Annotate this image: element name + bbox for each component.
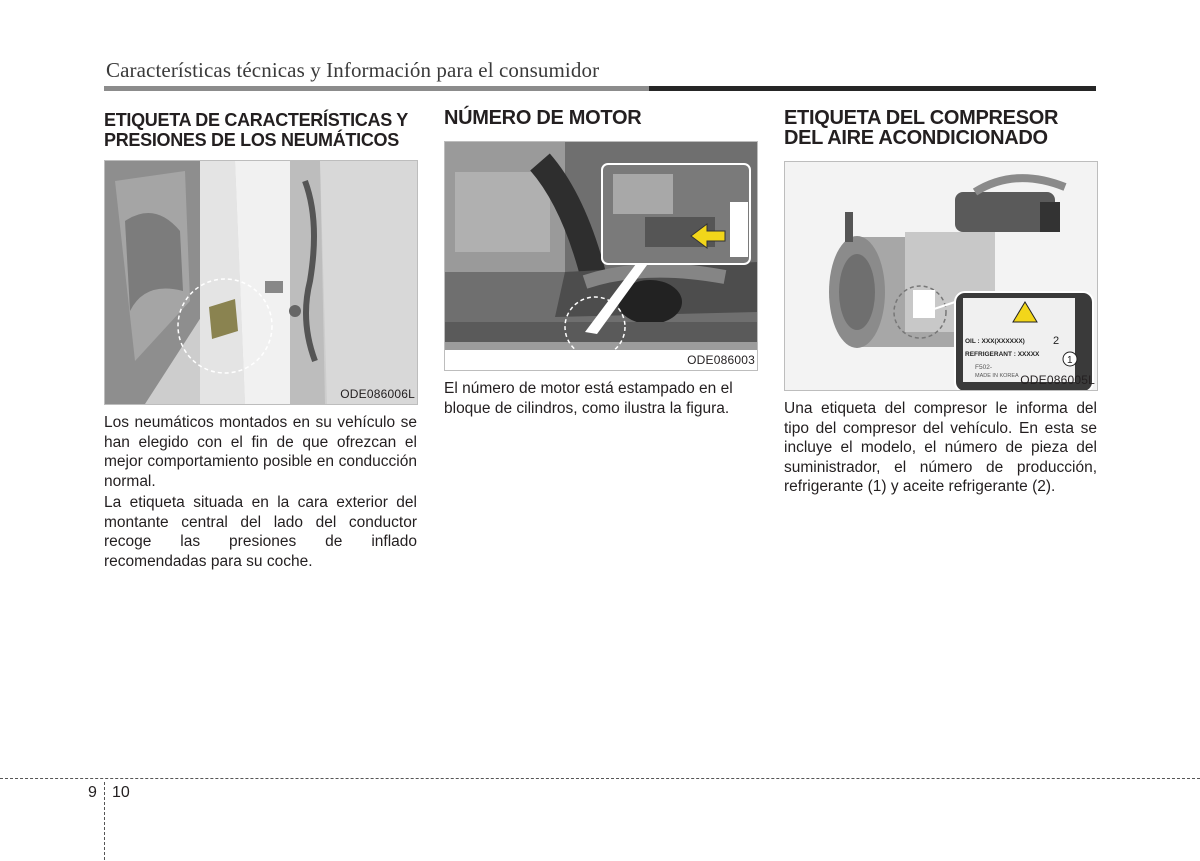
- svg-text:REFRIGERANT : XXXXX: REFRIGERANT : XXXXX: [965, 351, 1040, 358]
- section-number: 9: [88, 784, 97, 801]
- paragraph: La etiqueta situada en la cara exterior del montante central del lado del conductor recoge las presiones de inflado recomendadas para su coche.: [104, 494, 417, 570]
- engine-bay-illustration: [445, 142, 757, 370]
- figure-tire-label: [104, 160, 418, 405]
- svg-text:F502-: F502-: [975, 364, 992, 371]
- figure-engine-number: [444, 141, 758, 371]
- column-tire-label: [104, 108, 417, 571]
- svg-text:OIL : XXX(XXXXXX): OIL : XXX(XXXXXX): [965, 338, 1025, 345]
- svg-text:MADE IN KOREA: MADE IN KOREA: [975, 373, 1019, 379]
- figure-code: ODE086005L: [1020, 373, 1095, 387]
- footer-rule: [0, 778, 1200, 779]
- paragraph: El número de motor está estampado en el bloque de cilindros, como ilustra la figura.: [444, 380, 733, 417]
- heading-ac-compressor: ETIQUETA DEL COMPRESOR DEL AIRE ACONDICIONADO: [784, 107, 1059, 149]
- running-header: Características técnicas y Información para el consumidor: [106, 58, 600, 82]
- paragraph: Una etiqueta del compresor le informa del tipo del compresor del vehículo. En esta se incluye el modelo, el número de pieza del suministrador, el número de producción, refrigerante (1) y aceite refrigerante (2).: [784, 400, 1097, 495]
- figure-code: ODE086003: [687, 353, 755, 367]
- compressor-illustration: [785, 162, 1097, 390]
- heading-engine-number: NÚMERO DE MOTOR: [444, 107, 642, 129]
- svg-text:1: 1: [1067, 355, 1073, 366]
- figure-code: ODE086006L: [340, 387, 415, 401]
- page-number: 10: [112, 784, 130, 801]
- heading-tire-label: ETIQUETA DE CARACTERÍSTICAS Y PRESIONES DE LOS NEUMÁTICOS: [104, 110, 408, 150]
- figure-ac-compressor: [784, 161, 1098, 391]
- column-engine-number: [444, 108, 757, 418]
- paragraph: Los neumáticos montados en su vehículo se han elegido con el fin de que ofrezcan el mejor comportamiento posible en conducción normal.: [104, 414, 417, 490]
- footer-vertical-rule: [104, 782, 105, 860]
- svg-text:2: 2: [1053, 335, 1060, 347]
- door-pillar-illustration: [105, 161, 417, 404]
- header-rule: [104, 86, 1096, 91]
- column-ac-compressor: [784, 108, 1097, 497]
